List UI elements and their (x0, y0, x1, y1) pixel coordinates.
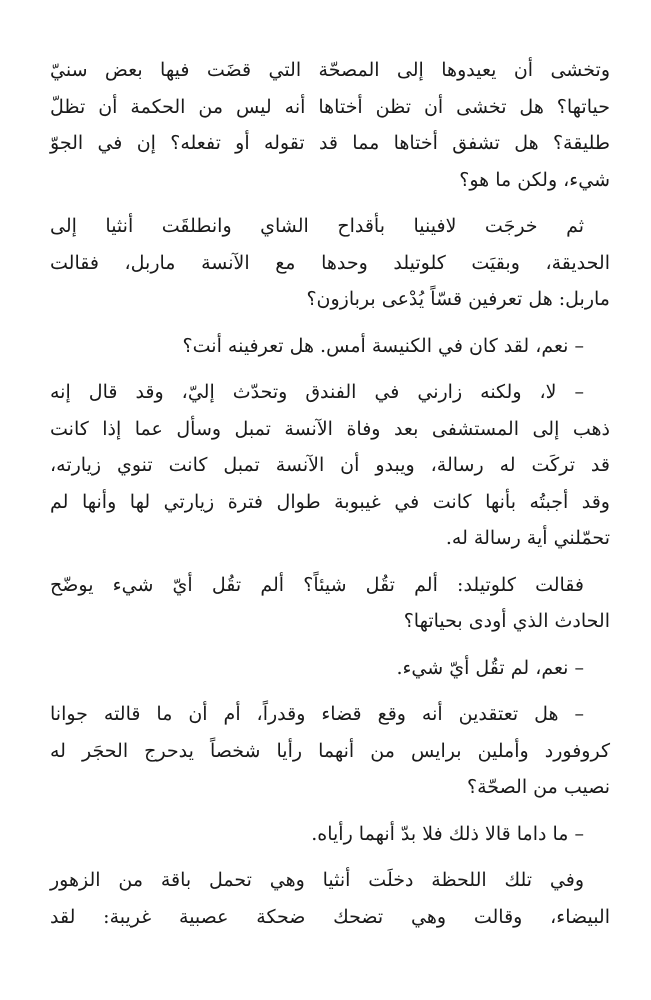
text-line: فقالت كلوتيلد: ألم تقُل شيئاً؟ ألم تقُل أيّ شيء يوضّح (50, 573, 584, 596)
paragraph-8 (50, 816, 610, 853)
text-line: قد تركَت له رسالة، ويبدو أن الآنسة تمبل كانت تنوي زيارته، (50, 454, 610, 476)
paragraph-6 (50, 650, 610, 687)
text-line: كروفورد وأملين برايس من أنهما رأيا شخصاً يدحرج الحجَر له (50, 739, 610, 762)
text-line: ماربل: هل تعرفين قسّاً يُدْعى بربازون؟ (306, 288, 610, 310)
paragraph-7 (50, 696, 610, 806)
paragraph-9 (50, 862, 610, 935)
text-line: وفي تلك اللحظة دخلَت أنثيا وهي تحمل باقة من الزهور (50, 869, 584, 891)
paragraph-3 (50, 328, 610, 365)
text-line: ثم خرجَت لافينيا بأقداح الشاي وانطلقَت أنثيا إلى (50, 215, 584, 237)
text-line: – نعم، لم تقُل أيّ شيء. (396, 656, 584, 679)
paragraph-4 (50, 374, 610, 557)
text-line: – ما داما قالا ذلك فلا بدّ أنهما رأياه. (311, 822, 584, 845)
text-line: تحمّلني أية رسالة له. (445, 527, 610, 549)
text-line: – لا، ولكنه زارني في الفندق وتحدّث إليّ، وقد قال إنه (50, 381, 584, 403)
text-line: – هل تعتقدين أنه وقع قضاء وقدراً، أم أن ما قالته جوانا (50, 703, 584, 725)
text-line: نصيب من الصحّة؟ (467, 776, 610, 798)
text-line: شيء، ولكن ما هو؟ (459, 168, 610, 191)
text-line: الحديقة، وبقيَت كلوتيلد وحدها مع الآنسة ماربل، فقالت (50, 251, 610, 274)
text-line: – نعم، لقد كان في الكنيسة أمس. هل تعرفينه أنت؟ (182, 334, 584, 357)
paragraph-5 (50, 567, 610, 640)
text-line: البيضاء، وقالت وهي تضحك ضحكة عصبية غريبة: لقد (50, 905, 610, 928)
text-line: طليقة؟ هل تشفق أختاها مما قد تقوله أو تفعله؟ إن في الجوّ (50, 132, 610, 154)
paragraph-1 (50, 52, 610, 198)
paragraph-2 (50, 208, 610, 318)
text-line: وتخشى أن يعيدوها إلى المصحّة التي قضَت فيها بعض سنيّ (50, 59, 610, 81)
text-line: ذهب إلى المستشفى بعد وفاة الآنسة تمبل وسأل عما إذا كانت (50, 417, 610, 440)
text-line: وقد أجبتُه بأنها كانت في غيبوبة طوال فترة زيارتي لها وأنها لم (50, 490, 610, 513)
text-line: الحادث الذي أودى بحياتها؟ (403, 610, 610, 632)
book-page (50, 52, 610, 945)
text-line: حياتها؟ هل تخشى أن تظن أختاها أنه ليس من الحكمة أن تظلّ (50, 95, 610, 118)
